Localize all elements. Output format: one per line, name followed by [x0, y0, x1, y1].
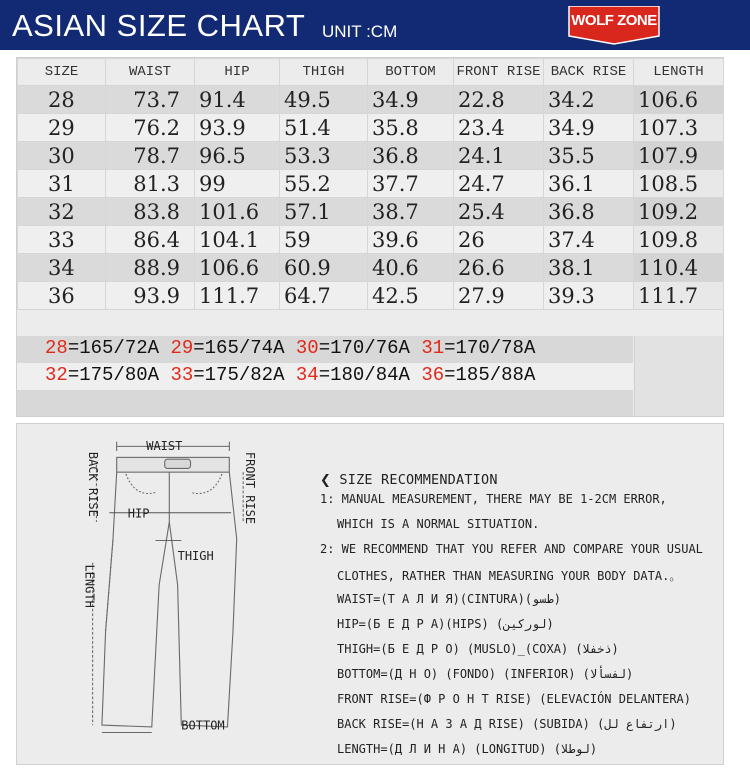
back-rise-label: BACK RISE	[86, 451, 100, 517]
brand-logo	[567, 6, 661, 46]
table-row	[18, 114, 724, 142]
table-cell: 101.6	[195, 198, 280, 226]
table-cell: 106.6	[195, 254, 280, 282]
table-cell: 34	[18, 254, 106, 282]
pants-outline-icon	[102, 457, 237, 727]
table-cell: 93.9	[195, 114, 280, 142]
size-code-size: 36	[421, 364, 445, 386]
table-cell: 49.5	[280, 86, 368, 114]
table-cell: 83.8	[106, 198, 195, 226]
table-cell: 38.7	[368, 198, 454, 226]
table-row	[18, 170, 724, 198]
table-cell: 106.6	[634, 86, 724, 114]
table-cell: 24.1	[454, 142, 544, 170]
table-cell: 109.2	[634, 198, 724, 226]
chevron-left-icon: ❮	[320, 473, 332, 488]
table-row	[18, 198, 724, 226]
table-cell: 34.2	[544, 86, 634, 114]
table-cell: 34.9	[544, 114, 634, 142]
table-cell: 26	[454, 226, 544, 254]
table-cell: 76.2	[106, 114, 195, 142]
table-row	[18, 142, 724, 170]
table-cell: 42.5	[368, 282, 454, 310]
table-cell: 30	[18, 142, 106, 170]
table-cell: 57.1	[280, 198, 368, 226]
table-cell: 73.7	[106, 86, 195, 114]
header-bar	[0, 0, 750, 50]
length-column-filler	[634, 336, 723, 416]
column-header: WAIST	[106, 59, 195, 86]
logo-text: WOLF ZONE	[571, 12, 657, 29]
table-cell: 36	[18, 282, 106, 310]
table-cell: 28	[18, 86, 106, 114]
hip-label: HIP	[127, 506, 150, 521]
size-code-size: 28	[45, 337, 68, 359]
table-cell: 31	[18, 170, 106, 198]
waist-label: WAIST	[146, 439, 183, 453]
size-code-value: =170/78A	[444, 337, 536, 359]
table-header-row	[18, 59, 724, 86]
table-cell: 23.4	[454, 114, 544, 142]
table-cell: 53.3	[280, 142, 368, 170]
table-cell: 107.3	[634, 114, 724, 142]
bottom-label: BOTTOM	[181, 718, 225, 733]
size-code-block	[17, 336, 633, 416]
size-code-line-1	[45, 337, 535, 359]
translation-thigh: THIGH=(Б Е Д Р О) (MUSLO)_(COXA) (ذخفلا)	[337, 642, 619, 656]
table-cell: 107.9	[634, 142, 724, 170]
size-code-line-2	[45, 364, 535, 386]
table-cell: 104.1	[195, 226, 280, 254]
column-header: FRONT RISE	[454, 59, 544, 86]
note-2a: 2: WE RECOMMEND THAT YOU REFER AND COMPARE YOUR USUAL	[320, 542, 703, 556]
translation-hip: HIP=(Б Е Д Р А)(HIPS) (لوركين)	[337, 617, 554, 631]
thigh-label: THIGH	[177, 548, 214, 563]
page-title: ASIAN SIZE CHART	[12, 8, 306, 43]
table-row	[18, 254, 724, 282]
size-code-value: =165/72A	[67, 337, 160, 359]
table-cell: 34.9	[368, 86, 454, 114]
note-1a: 1: MANUAL MEASUREMENT, THERE MAY BE 1-2CM ERROR,	[320, 492, 667, 506]
table-cell: 36.8	[368, 142, 454, 170]
table-cell: 93.9	[106, 282, 195, 310]
table-cell: 78.7	[106, 142, 195, 170]
table-cell: 55.2	[280, 170, 368, 198]
table-cell: 35.8	[368, 114, 454, 142]
size-code-value: =185/88A	[444, 364, 536, 386]
pants-diagram	[17, 424, 257, 764]
table-cell: 32	[18, 198, 106, 226]
table-cell: 96.5	[195, 142, 280, 170]
column-header: SIZE	[18, 59, 106, 86]
table-cell: 60.9	[280, 254, 368, 282]
size-chart	[16, 57, 724, 417]
table-row	[18, 86, 724, 114]
table-cell: 35.5	[544, 142, 634, 170]
table-cell: 25.4	[454, 198, 544, 226]
column-header: THIGH	[280, 59, 368, 86]
front-rise-label: FRONT RISE	[242, 451, 257, 525]
size-code-size: 32	[45, 364, 68, 386]
table-cell: 64.7	[280, 282, 368, 310]
column-header: BACK RISE	[544, 59, 634, 86]
size-code-size: 33	[170, 364, 194, 386]
size-code-size: 29	[170, 337, 194, 359]
table-cell: 36.1	[544, 170, 634, 198]
table-cell: 108.5	[634, 170, 724, 198]
table-cell: 111.7	[634, 282, 724, 310]
translation-waist: WAIST=(Т А Л И Я)(CINTURA)(طسو)	[337, 592, 561, 606]
length-label: LENGTH	[82, 564, 97, 608]
table-cell: 40.6	[368, 254, 454, 282]
table-cell: 29	[18, 114, 106, 142]
table-cell: 26.6	[454, 254, 544, 282]
table-cell: 51.4	[280, 114, 368, 142]
size-code-value: =175/80A	[67, 364, 160, 386]
column-header: LENGTH	[634, 59, 724, 86]
measurement-guide	[16, 423, 724, 765]
size-code-value: =180/84A	[318, 364, 410, 386]
table-cell: 111.7	[195, 282, 280, 310]
size-code-size: 30	[295, 337, 319, 359]
table-cell: 109.8	[634, 226, 724, 254]
table-cell: 22.8	[454, 86, 544, 114]
table-row	[18, 282, 724, 310]
size-code-size: 34	[295, 364, 319, 386]
size-table	[17, 58, 724, 310]
table-cell: 88.9	[106, 254, 195, 282]
size-code-value: =175/82A	[193, 364, 285, 386]
table-cell: 36.8	[544, 198, 634, 226]
recommendation-heading: ❮ SIZE RECOMMENDATION	[320, 472, 498, 488]
table-cell: 38.1	[544, 254, 634, 282]
column-header: HIP	[195, 59, 280, 86]
table-cell: 39.3	[544, 282, 634, 310]
note-1b: WHICH IS A NORMAL SITUATION.	[337, 517, 540, 531]
table-cell: 33	[18, 226, 106, 254]
size-code-size: 31	[421, 337, 445, 359]
size-code-value: =170/76A	[318, 337, 410, 359]
table-cell: 81.3	[106, 170, 195, 198]
table-row	[18, 226, 724, 254]
table-cell: 86.4	[106, 226, 195, 254]
unit-label: UNIT :CM	[322, 22, 398, 41]
note-2b: CLOTHES, RATHER THAN MEASURING YOUR BODY DATA.。	[337, 569, 682, 583]
table-cell: 39.6	[368, 226, 454, 254]
table-cell: 110.4	[634, 254, 724, 282]
column-header: BOTTOM	[368, 59, 454, 86]
table-cell: 99	[195, 170, 280, 198]
table-cell: 37.7	[368, 170, 454, 198]
table-cell: 27.9	[454, 282, 544, 310]
table-cell: 24.7	[454, 170, 544, 198]
table-cell: 91.4	[195, 86, 280, 114]
translation-length: LENGTH=(Д Л И Н А) (LONGITUD) (لوطلا)	[337, 742, 598, 756]
table-cell: 59	[280, 226, 368, 254]
size-code-value: =165/74A	[193, 337, 285, 359]
translation-front-rise: FRONT RISE=(Ф Р О Н Т RISE) (ELEVACIÓN DELANTERA)	[337, 692, 692, 706]
table-cell: 37.4	[544, 226, 634, 254]
translation-back-rise: BACK RISE=(Н А З А Д RISE) (SUBIDA) (ارتفاع لل)	[337, 717, 677, 731]
translation-bottom: BOTTOM=(Д Н О) (FONDO) (INFERIOR) (لفسألا)	[337, 667, 634, 681]
